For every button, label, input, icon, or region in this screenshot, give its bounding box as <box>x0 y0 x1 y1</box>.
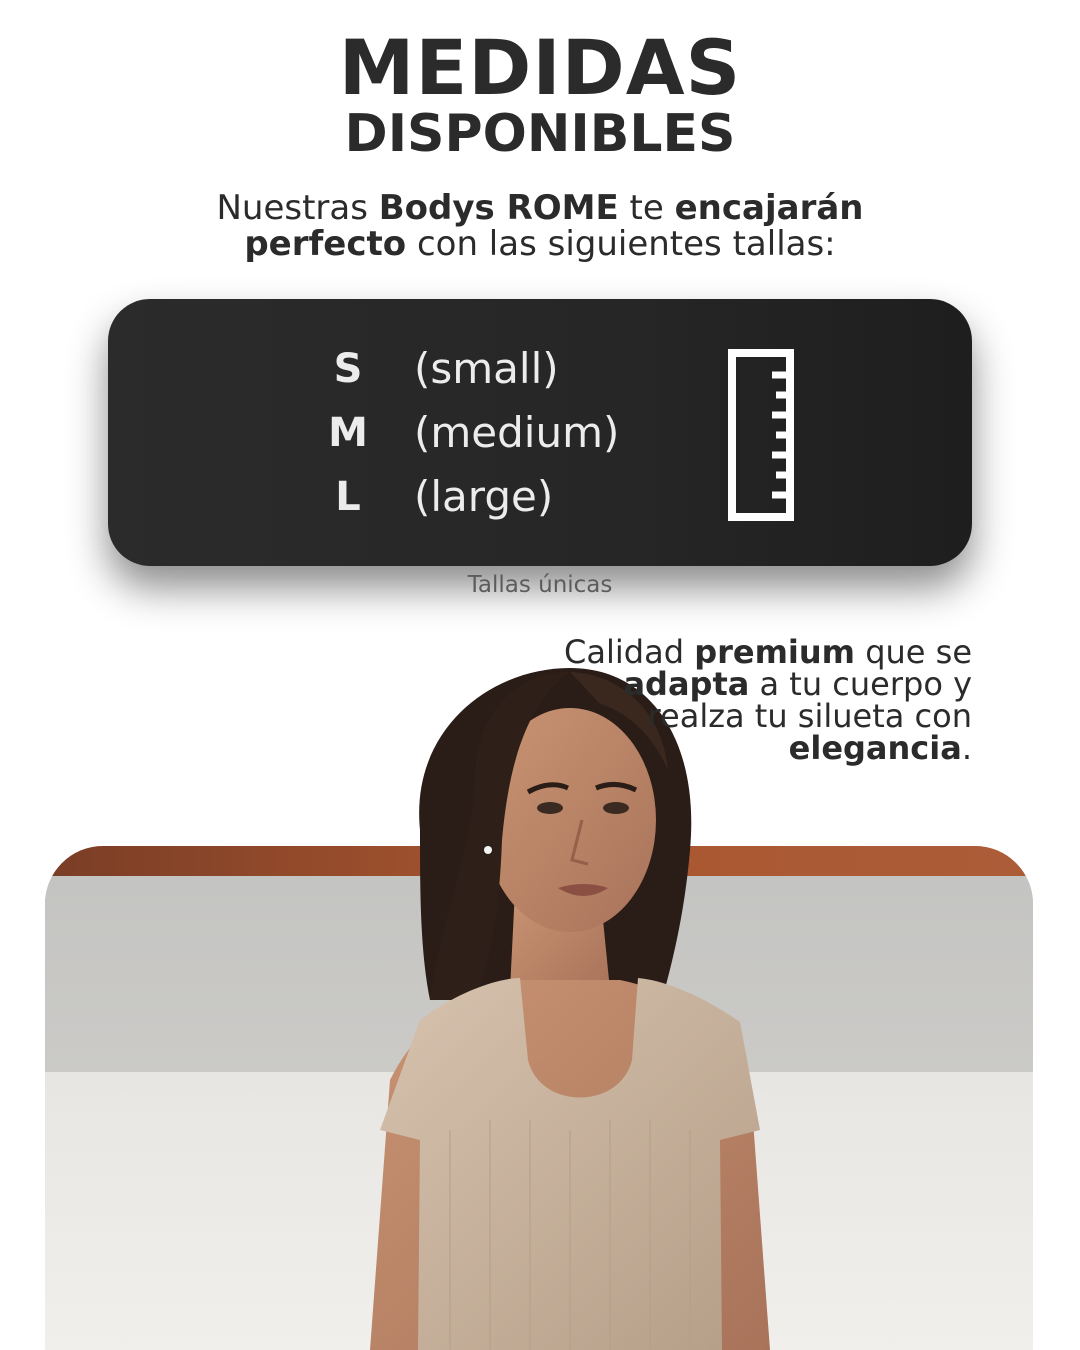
size-name: (large) <box>414 472 554 521</box>
page-subtitle: DISPONIBLES <box>344 104 736 164</box>
size-row-medium <box>108 401 972 465</box>
ruler-icon <box>728 349 796 523</box>
tagline-text: Calidad premium que se adapta a tu cuerpo y realza tu silueta con elegancia. <box>564 633 972 767</box>
size-caption: Tallas únicas <box>467 572 613 598</box>
intro-text: Nuestras Bodys ROME te encajarán perfecto con las siguientes tallas: <box>216 188 864 264</box>
size-row-large <box>108 465 972 529</box>
size-name: (medium) <box>414 408 620 457</box>
size-letter: M <box>328 410 368 456</box>
size-letter: L <box>335 474 361 520</box>
size-row-small <box>108 337 972 401</box>
size-letter: S <box>333 346 363 392</box>
size-card <box>108 299 972 566</box>
size-name: (small) <box>414 344 559 393</box>
page-title: MEDIDAS <box>338 23 742 112</box>
